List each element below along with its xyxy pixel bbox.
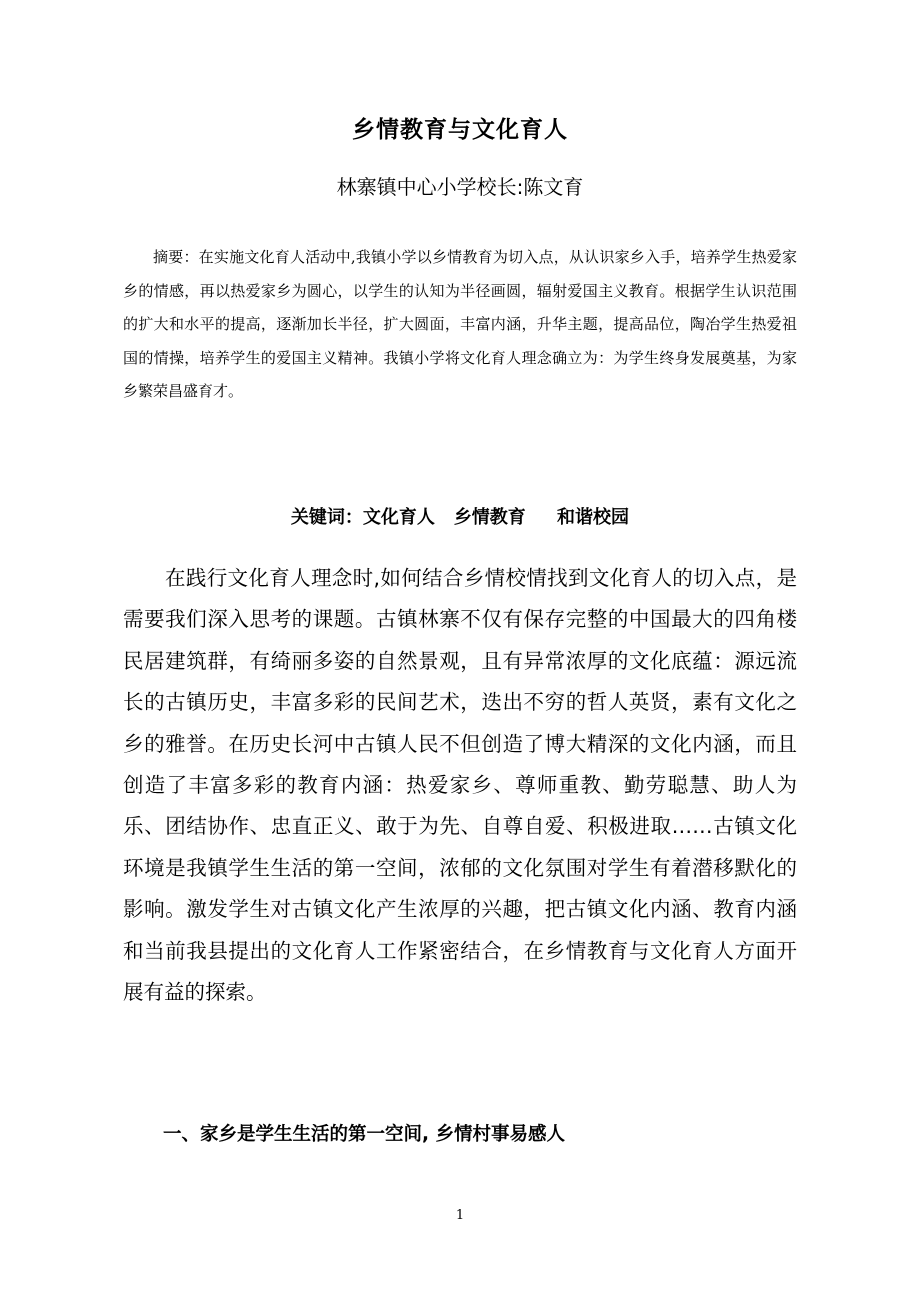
body-paragraph: 在践行文化育人理念时,如何结合乡情校情找到文化育人的切入点，是需要我们深入思考的课题。古镇林寨不仅有保存完整的中国最大的四角楼民居建筑群，有绮丽多姿的自然景观，且有异常浓厚的文化底蕴：源远流长的古镇历史，丰富多彩的民间艺术，迭出不穷的哲人英贤，素有文化之乡的雅誉。在历史长河中古镇人民不但创造了博大精深的文化内涵，而且创造了丰富多彩的教育内涵：热爱家乡、尊师重教、勤劳聪慧、助人为乐、团结协作、忠直正义、敢于为先、自尊自爱、积极进取……古镇文化环境是我镇学生生活的第一空间，浓郁的文化氛围对学生有着潜移默化的影响。激发学生对古镇文化产生浓厚的兴趣，把古镇文化内涵、教育内涵和当前我县提出的文化育人工作紧密结合，在乡情教育与文化育人方面开展有益的探索。 — [123, 566, 797, 1005]
abstract-paragraph: 摘要：在实施文化育人活动中,我镇小学以乡情教育为切入点，从认识家乡入手，培养学生热爱家乡的情感，再以热爱家乡为圆心，以学生的认知为半径画圆，辐射爱国主义教育。根据学生认识范围的扩大和水平的提高，逐渐加长半径，扩大圆面，丰富内涵，升华主题，提高品位，陶冶学生热爱祖国的情操，培养学生的爱国主义精神。我镇小学将文化育人理念确立为：为学生终身发展奠基，为家乡繁荣昌盛育才。 — [123, 248, 797, 400]
document-author: 林寨镇中心小学校长:陈文育 — [336, 175, 584, 199]
document-title: 乡情教育与文化育人 — [352, 117, 568, 143]
section-heading: 一、家乡是学生生活的第一空间, 乡情村事易感人 — [163, 1124, 565, 1145]
keywords-line: 关键词：文化育人 乡情教育 和谐校园 — [290, 507, 630, 528]
page-number: 1 — [455, 1208, 465, 1223]
